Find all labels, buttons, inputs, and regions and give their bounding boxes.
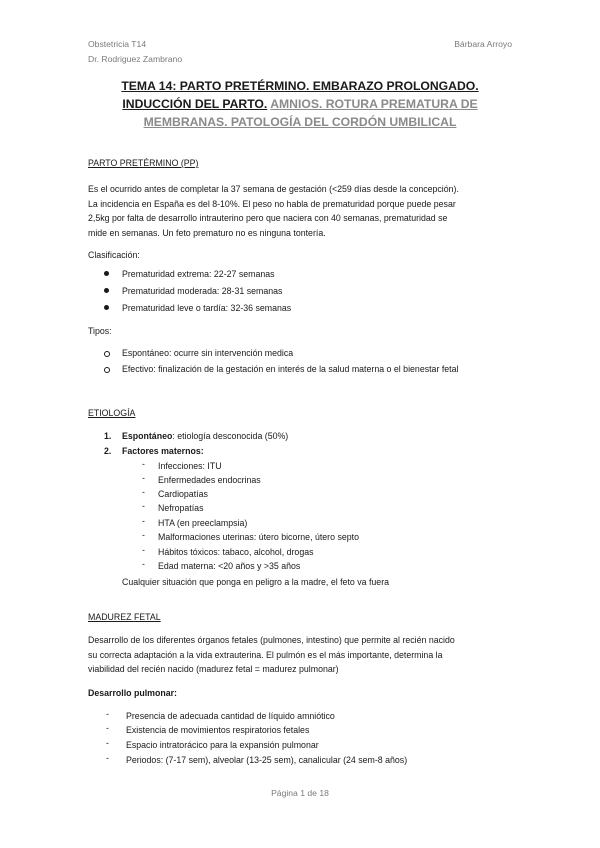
pulmonary-heading: Desarrollo pulmonar: [88,688,177,698]
factor-item: Cardiopatías [158,489,208,499]
dash-icon: - [106,753,109,763]
section-heading-etiology: ETIOLOGÍA [88,408,136,418]
classification-item: Prematuridad leve o tardía: 32-36 semanas [122,303,292,313]
pulmonary-item: Espacio intratorácico para la expansión pulmonar [126,740,319,750]
etiology-desc: : etiología desconocida (50%) [172,431,289,441]
dash-icon: - [106,709,109,719]
pp-intro-line: La incidencia en España es del 8-10%. El peso no habla de prematuridad porque puede pesar [88,198,456,209]
factor-item: Infecciones: ITU [158,461,222,471]
classification-label: Clasificación: [88,250,140,260]
section-heading-pp: PARTO PRETÉRMINO (PP) [88,158,199,168]
page-number: Página 1 de 18 [271,788,329,798]
factor-item: Enfermedades endocrinas [158,475,261,485]
bullet-icon [104,271,109,276]
factor-item: Hábitos tóxicos: tabaco, alcohol, drogas [158,547,314,557]
etiology-item [122,429,288,443]
section-heading-maturity: MADUREZ FETAL [88,612,161,622]
type-term: Espontáneo [122,348,169,358]
circle-bullet-icon [104,367,110,373]
dash-icon: - [142,559,145,569]
etiology-closing: Cualquier situación que ponga en peligro a la madre, el feto va fuera [122,577,390,587]
factor-item: Edad materna: <20 años y >35 años [158,561,301,571]
dash-icon: - [106,723,109,733]
dash-icon: - [142,545,145,555]
etiology-item-number: 1. [104,431,112,441]
factor-item: HTA (en preeclampsia) [158,518,248,528]
etiology-item-number: 2. [104,446,112,456]
bullet-icon [104,305,109,310]
dash-icon: - [142,516,145,526]
title-secondary: AMNIOS. ROTURA PREMATURA DE MEMBRANAS. PATOLOGÍA DEL CORDÓN UMBILICAL [143,97,478,129]
factor-item: Nefropatías [158,503,204,513]
maturity-line: viabilidad del recién nacido (madurez fetal = madurez pulmonar) [88,664,339,674]
bullet-icon [104,288,109,293]
type-item [122,346,293,360]
dash-icon: - [142,530,145,540]
header-author: Bárbara Arroyo [454,39,512,49]
classification-item: Prematuridad moderada: 28-31 semanas [122,286,283,296]
dash-icon: - [142,487,145,497]
pp-intro-line: Es el ocurrido antes de completar la 37 semana de gestación (<259 días desde la concepción). [88,184,459,194]
types-label: Tipos: [88,326,112,336]
dash-icon: - [106,738,109,748]
pulmonary-item: Existencia de movimientos respiratorios fetales [126,725,310,735]
dash-icon: - [142,501,145,511]
classification-item: Prematuridad extrema: 22-27 semanas [122,269,275,279]
etiology-term: Factores maternos: [122,446,204,456]
header-subject: Obstetricia T14 [88,39,147,49]
page-title [100,77,500,131]
maturity-line: su correcta adaptación a la vida extrauterina. El pulmón es el más importante, determina la [88,649,443,660]
etiology-term: Espontáneo [122,431,173,441]
pp-intro-line: 2,5kg por falta de desarrollo intrauterino pero que naciera con 40 semanas, prematuridad se [88,213,448,223]
pulmonary-item: Periodos: (7-17 sem), alveolar (13-25 sem), canalicular (24 sem-8 años) [126,755,408,765]
dash-icon: - [142,459,145,469]
pp-intro-line: mide en semanas. Un feto prematuro no es ninguna tontería. [88,227,326,238]
type-desc: : finalización de la gestación en interés de la salud materna o el bienestar fetal [153,364,459,374]
circle-bullet-icon [104,351,110,357]
title-main: TEMA 14: PARTO PRETÉRMINO. EMBARAZO PROLONGADO. INDUCCIÓN DEL PARTO. [121,79,479,111]
factor-item: Malformaciones uterinas: útero bicorne, útero septo [158,532,359,542]
header-professor: Dr. Rodriguez Zambrano [88,54,183,64]
type-item [122,362,458,376]
maturity-text [88,633,508,677]
maturity-line: Desarrollo de los diferentes órganos fetales (pulmones, intestino) que permite al recién nacido [88,635,455,645]
dash-icon: - [142,473,145,483]
header-left [88,37,182,67]
type-desc: : ocurre sin intervención medica [168,348,294,358]
type-term: Efectivo [122,364,154,374]
etiology-item [122,444,204,458]
pp-intro [88,182,508,240]
pulmonary-item: Presencia de adecuada cantidad de líquido amniótico [126,711,335,721]
